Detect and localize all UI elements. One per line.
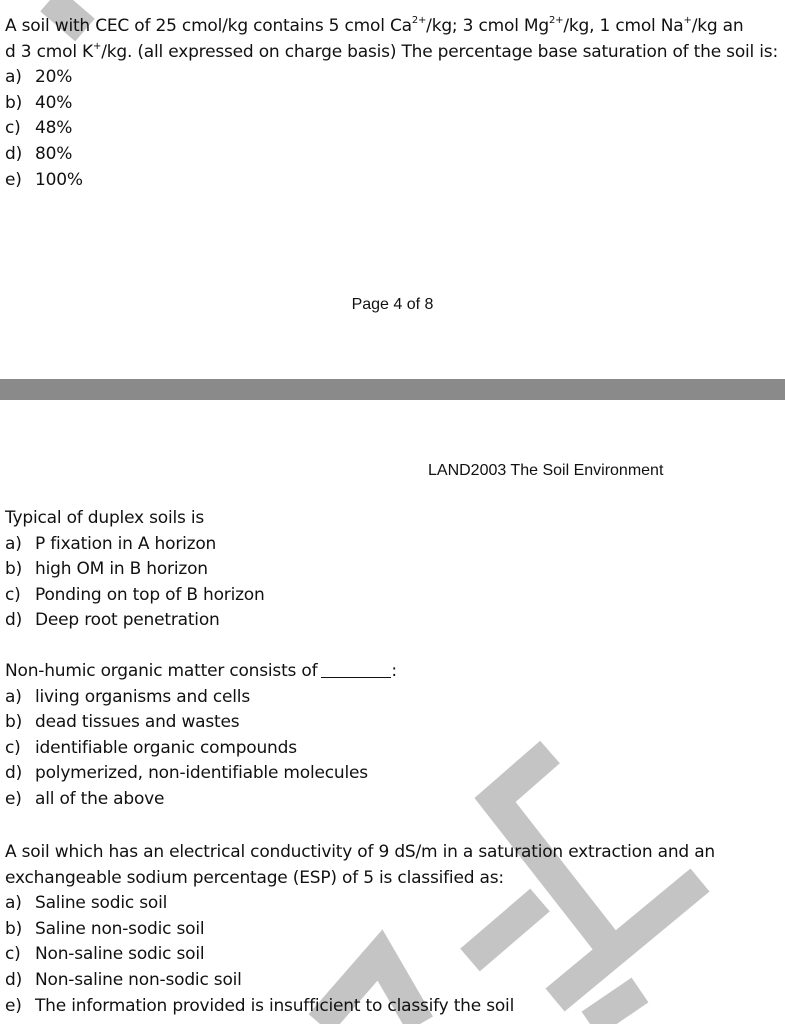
option-b: b) dead tissues and wastes (5, 712, 240, 733)
answer-blank (321, 661, 391, 678)
option-a: a) Saline sodic soil (5, 893, 168, 914)
option-c: c) Ponding on top of B horizon (5, 584, 265, 605)
option-e: e) 100% (5, 169, 83, 190)
option-d: d) Deep root penetration (5, 610, 220, 631)
option-c: c) Non-saline sodic soil (5, 944, 205, 965)
question-1 (5, 14, 778, 193)
page-break-bar (0, 379, 785, 400)
option-c: c) 48% (5, 118, 73, 139)
option-e: e) all of the above (5, 788, 165, 809)
option-b: b) Saline non-sodic soil (5, 918, 205, 939)
question-4-stem-line-1: A soil which has an electrical conductivity of 9 dS/m in a saturation extraction and an (5, 842, 715, 862)
question-1-stem-line-1: A soil with CEC of 25 cmol/kg contains 5 cmol $Ca^{2+}/kg$; 3 cmol $Mg^{2+}/kg$, 1 cmol Na+/kg an (5, 15, 744, 36)
option-b: b) high OM in B horizon (5, 559, 208, 580)
option-b: b) 40% (5, 92, 73, 113)
option-a: a) P fixation in A horizon (5, 533, 217, 554)
option-d: d) Non-saline non-sodic soil (5, 969, 242, 990)
question-2 (5, 506, 265, 634)
option-c: c) identifiable organic compounds (5, 737, 297, 758)
question-3 (5, 659, 397, 813)
question-2-stem: Typical of duplex soils is (5, 508, 205, 528)
option-e: e) The information provided is insufficient to classify the soil (5, 995, 515, 1016)
question-3-stem: Non-humic organic matter consists of : (5, 661, 397, 681)
course-header: LAND2003 The Soil Environment (428, 462, 664, 479)
option-d: d) polymerized, non-identifiable molecules (5, 763, 368, 784)
option-a: a) living organisms and cells (5, 686, 250, 707)
question-4-stem-line-2: exchangeable sodium percentage (ESP) of 5 is classified as: (5, 867, 504, 888)
page-number: Page 4 of 8 (351, 296, 434, 313)
option-d: d) 80% (5, 143, 73, 164)
option-a: a) 20% (5, 67, 73, 88)
question-1-stem-line-2: d 3 cmol K+/kg. (all expressed on charge basis) The percentage base saturation of the soil is: (5, 40, 778, 62)
question-4 (5, 840, 715, 1019)
